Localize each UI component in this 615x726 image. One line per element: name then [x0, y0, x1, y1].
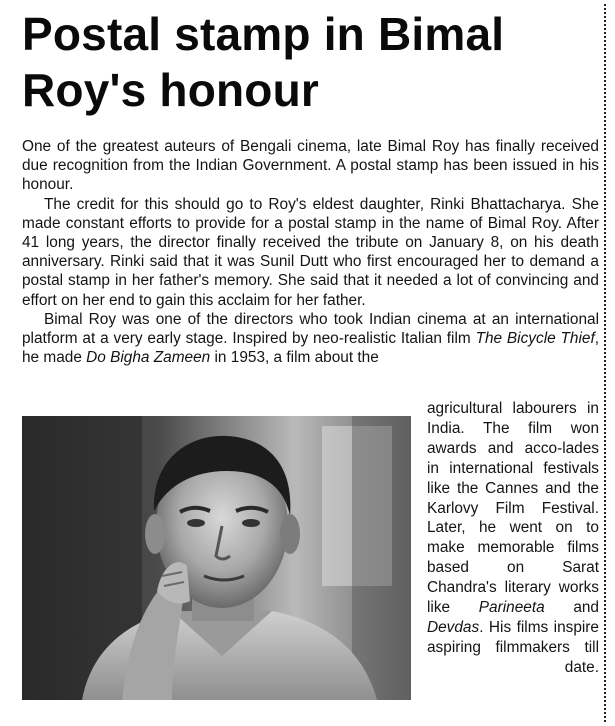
bimal-roy-portrait-photo	[22, 416, 411, 700]
wrapped-text-column	[427, 399, 599, 678]
article-body	[22, 137, 599, 367]
film-title-devdas: Devdas	[427, 618, 480, 636]
paragraph-3-text-b: , he made	[22, 330, 600, 367]
paragraph-3-text-c: in 1953, a film about the	[210, 349, 379, 367]
film-title-do-bigha-zameen: Do Bigha Zameen	[86, 349, 211, 367]
paragraph-3-continued	[427, 399, 599, 678]
headline: Postal stamp in Bimal Roy's honour	[22, 8, 505, 116]
paragraph-2: The credit for this should go to Roy's eldest daughter, Rinki Bhattacharya. She made constant efforts to provide for a postal stamp in the name of Bimal Roy. After 41 long years, the director finally received the tribute on January 8, on his death anniversary. Rinki said that it was Sunil Dutt who first encouraged her to demand a postal stamp in her father's memory. She said that it needed a lot of convincing and effort on her end to gain this acclaim for her father.	[22, 195, 599, 309]
wrap-text-c: . His films inspire aspiring filmmakers till date.	[427, 618, 599, 676]
paragraph-3-text-a: Bimal Roy was one of the directors who took Indian cinema at an international platform at a very early stage. Inspired by neo-realistic Italian film	[22, 310, 599, 348]
paragraph-1: One of the greatest auteurs of Bengali cinema, late Bimal Roy has finally received due recognition from the Indian Government. A postal stamp has been issued in his honour.	[22, 138, 599, 194]
film-title-parineeta: Parineeta	[478, 599, 545, 617]
wrap-text-a: agricultural labourers in India. The film won awards and acco-lades in international festivals like the Cannes and the Karlovy Film Festival. Later, he went on to make memorable films based on Sarat Chandra's literary works like	[427, 400, 599, 617]
portrait-illustration	[22, 416, 411, 700]
film-title-bicycle-thief: The Bicycle Thief	[475, 330, 595, 348]
column-divider-dotted-rule	[604, 4, 606, 722]
wrap-text-b: and	[544, 599, 599, 617]
paragraph-3	[22, 310, 599, 368]
